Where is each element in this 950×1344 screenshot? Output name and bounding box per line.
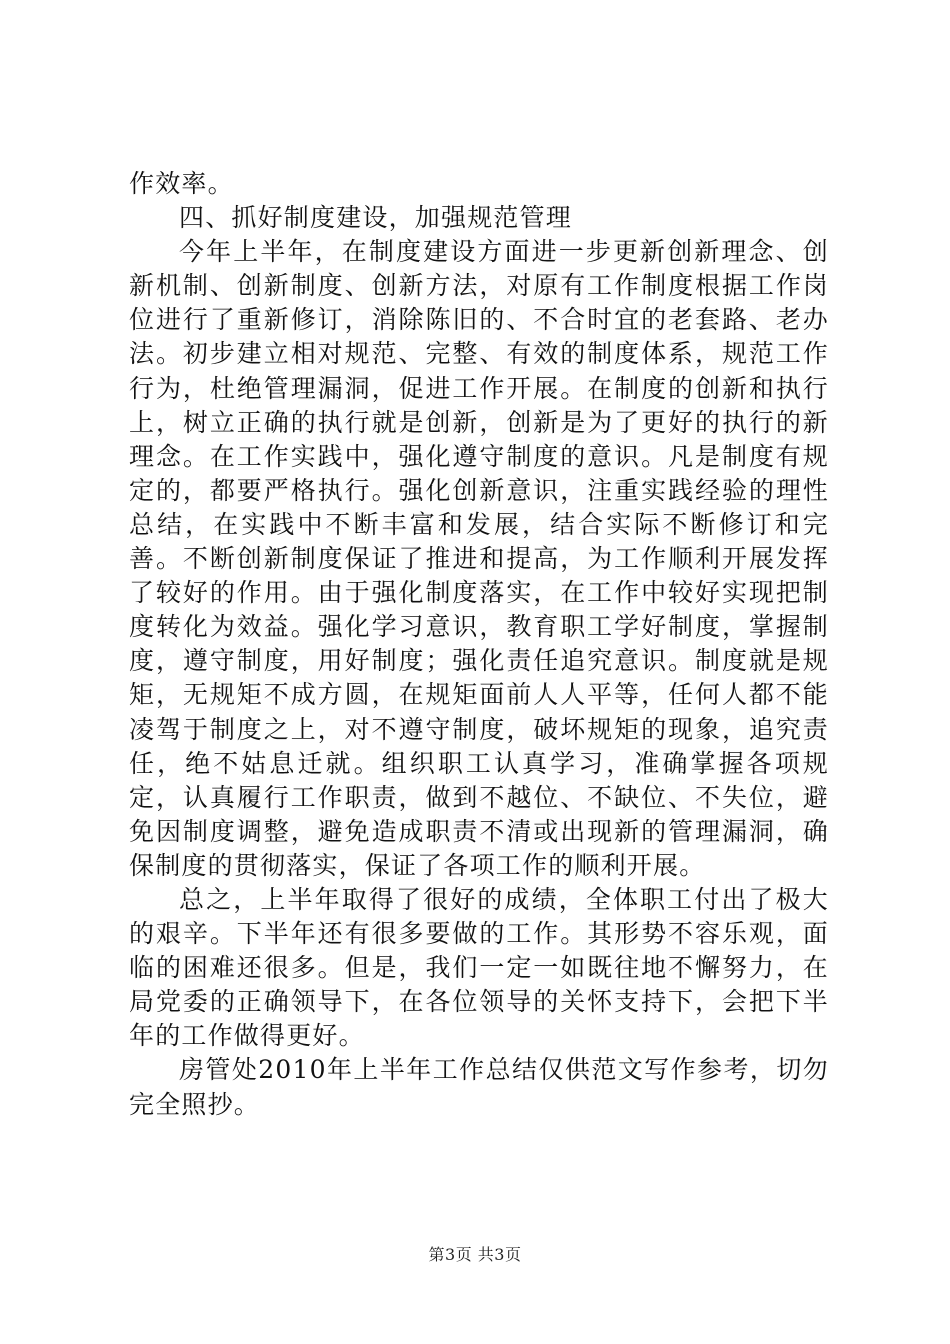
paragraph-system-building: 今年上半年，在制度建设方面进一步更新创新理念、创新机制、创新制度、创新方法，对原有工作制度根据工作岗位进行了重新修订，消除陈旧的、不合时宜的老套路、老办法。初步建立相对规范、完整、有效的制度体系，规范工作行为，杜绝管理漏洞，促进工作开展。在制度的创新和执行上，树立正确的执行就是创新，创新是为了更好的执行的新理念。在工作实践中，强化遵守制度的意识。凡是制度有规定的，都要严格执行。强化创新意识，注重实践经验的理性总结，在实践中不断丰富和发展，结合实际不断修订和完善。不断创新制度保证了推进和提高，为工作顺利开展发挥了较好的作用。由于强化制度落实，在工作中较好实现把制度转化为效益。强化学习意识，教育职工学好制度，掌握制度，遵守制度，用好制度；强化责任追究意识。制度就是规矩，无规矩不成方圆，在规矩面前人人平等，任何人都不能凌驾于制度之上，对不遵守制度，破坏规矩的现象，追究责任，绝不姑息迁就。组织职工认真学习，准确掌握各项规定，认真履行工作职责，做到不越位、不缺位、不失位，避免因制度调整，避免造成职责不清或出现新的管理漏洞，确保制度的贯彻落实，保证了各项工作的顺利开展。: [129, 237, 829, 880]
paragraph-disclaimer: 房管处2010年上半年工作总结仅供范文写作参考，切勿完全照抄。: [129, 1055, 829, 1119]
section-heading: 四、抓好制度建设，加强规范管理: [179, 203, 573, 233]
paragraph-summary: 总之，上半年取得了很好的成绩，全体职工付出了极大的艰辛。下半年还有很多要做的工作。其形势不容乐观，面临的困难还很多。但是，我们一定一如既往地不懈努力，在局党委的正确领导下，在各位领导的关怀支持下，会把下半年的工作做得更好。: [129, 884, 829, 1051]
document-body: [129, 167, 829, 1122]
paragraph-continuation: 作效率。: [129, 169, 234, 198]
page-number-footer: 第3页 共3页: [428, 1245, 522, 1264]
